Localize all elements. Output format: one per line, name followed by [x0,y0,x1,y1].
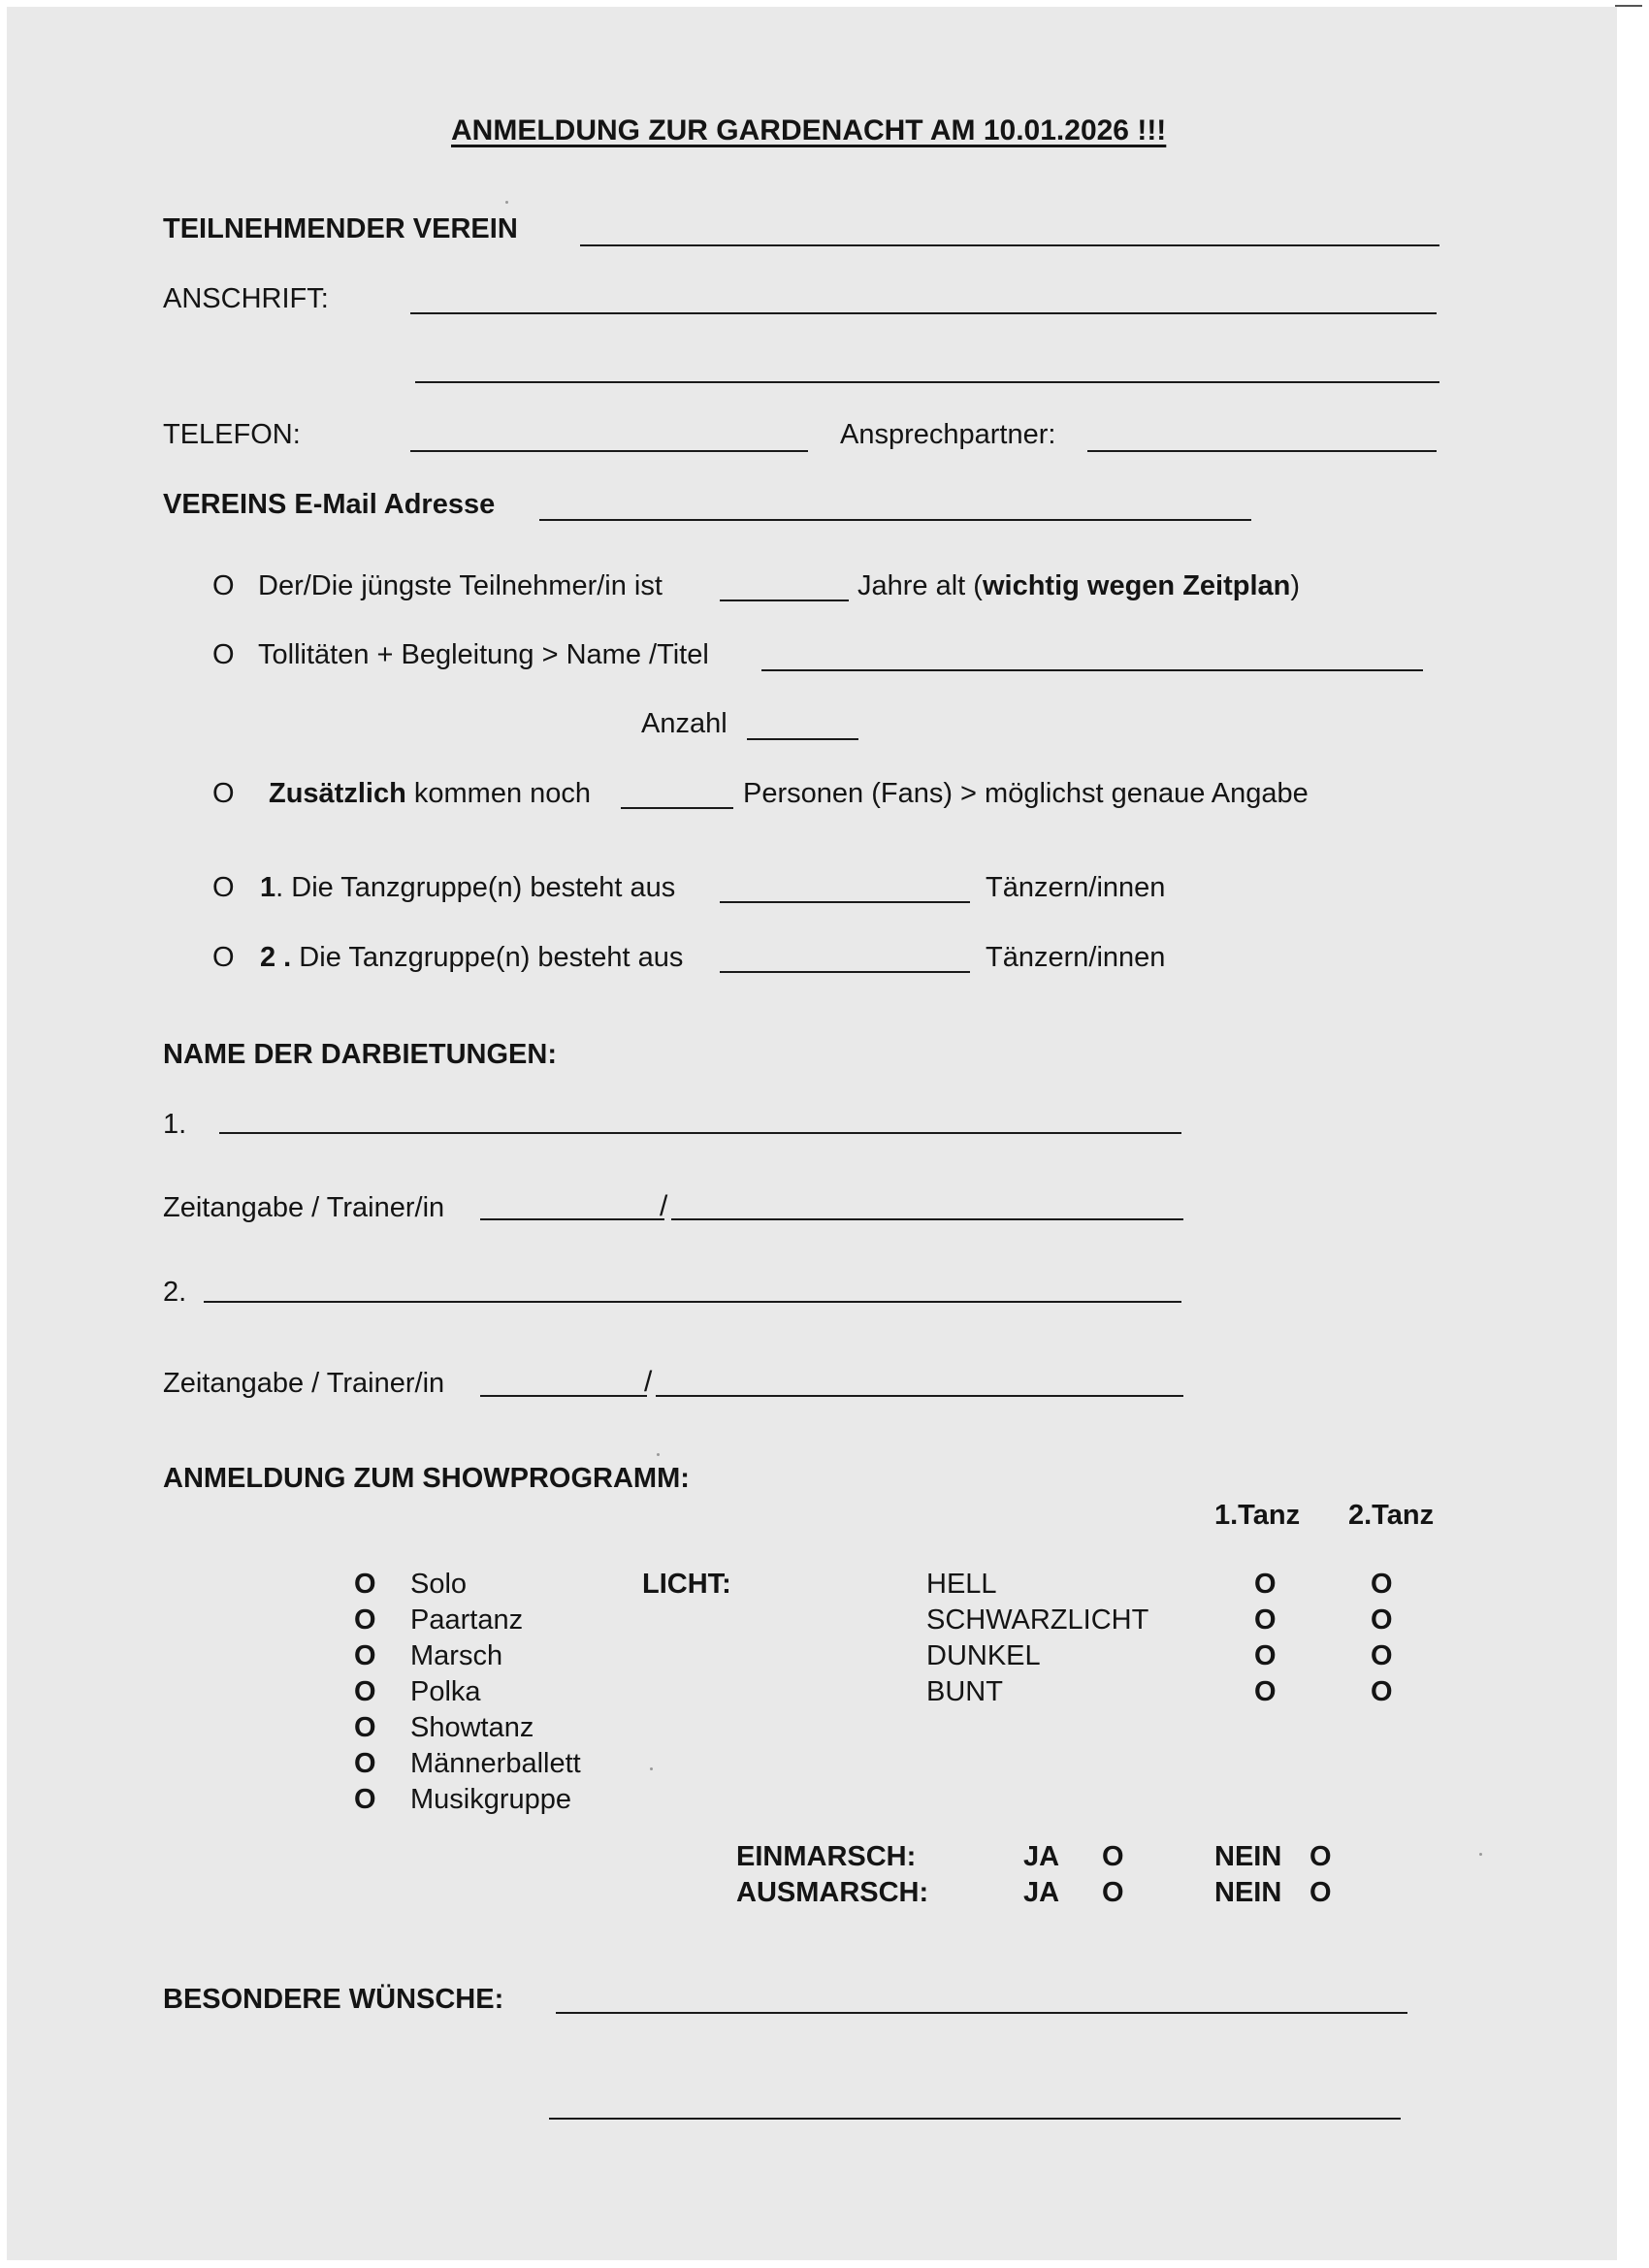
nein-label: NEIN [1214,1841,1282,1872]
nein-checkbox[interactable]: O [1310,1877,1332,1908]
licht-option-label: DUNKEL [926,1640,1041,1671]
group1-text [260,874,675,902]
tollitaeten-checkbox[interactable]: O [212,639,235,670]
licht-tanz-2-checkbox[interactable]: O [1371,1569,1393,1600]
wuensche-input-line-1[interactable] [556,2012,1407,2014]
dance-type-label: Marsch [410,1640,503,1671]
licht-option-label: SCHWARZLICHT [926,1604,1149,1636]
marsch-label: EINMARSCH: [736,1841,917,1872]
darbietung-2-number: 2. [163,1277,187,1308]
licht-tanz-2-checkbox[interactable]: O [1371,1640,1393,1671]
scan-speck [505,201,508,204]
dance-type-checkbox[interactable]: O [354,1569,376,1600]
anzahl-label: Anzahl [641,708,728,739]
fans-before-text: kommen noch [413,778,592,809]
dance-type-label: Männerballett [410,1748,581,1779]
dance-type-checkbox[interactable]: O [354,1676,376,1707]
group1-count-input-line[interactable] [720,901,970,903]
licht-tanz-1-checkbox[interactable]: O [1254,1640,1277,1671]
licht-label: LICHT: [642,1569,731,1600]
document-title: ANMELDUNG ZUR GARDENACHT AM 10.01.2026 !!! [451,114,1167,146]
scan-speck [1479,1853,1482,1856]
ja-checkbox[interactable]: O [1102,1841,1124,1872]
dance-type-label: Showtanz [410,1712,534,1743]
tollitaeten-label: Tollitäten + Begleitung > Name /Titel [258,639,709,670]
anschrift-label: ANSCHRIFT: [163,283,329,314]
group2-checkbox[interactable]: O [212,942,235,973]
group1-after: Tänzern/innen [986,872,1166,903]
youngest-text-after [857,572,1300,600]
ja-label: JA [1023,1877,1060,1908]
ja-checkbox[interactable]: O [1102,1877,1124,1908]
darbietung-2-zeit-input-line[interactable] [480,1395,647,1397]
licht-tanz-1-checkbox[interactable]: O [1254,1676,1277,1707]
fans-after-text: Personen (Fans) > möglichst genaue Angabe [743,778,1309,809]
darbietungen-heading: NAME DER DARBIETUNGEN: [163,1039,557,1070]
youngest-age-input-line[interactable] [720,599,849,601]
dance-type-checkbox[interactable]: O [354,1748,376,1779]
licht-tanz-1-checkbox[interactable]: O [1254,1604,1277,1636]
dance-type-label: Polka [410,1676,481,1707]
dance-type-label: Solo [410,1569,468,1600]
darbietung-2-trainer-input-line[interactable] [656,1395,1183,1397]
wuensche-input-line-2[interactable] [549,2118,1401,2120]
ansprechpartner-label: Ansprechpartner: [840,419,1056,450]
group2-label: Die Tanzgruppe(n) besteht aus [291,942,684,973]
licht-tanz-2-checkbox[interactable]: O [1371,1676,1393,1707]
scan-speck [657,1453,660,1456]
verein-label: TEILNEHMENDER VEREIN [163,213,518,244]
dance-type-checkbox[interactable]: O [354,1604,376,1636]
nein-label: NEIN [1214,1877,1282,1908]
verein-input-line[interactable] [580,244,1439,246]
licht-option-label: HELL [926,1569,997,1600]
licht-tanz-1-checkbox[interactable]: O [1254,1569,1277,1600]
licht-option-label: BUNT [926,1676,1003,1707]
tollitaeten-input-line[interactable] [761,669,1423,671]
darbietung-1-zeit-input-line[interactable] [480,1218,664,1220]
anschrift-input-line-1[interactable] [410,312,1437,314]
nein-checkbox[interactable]: O [1310,1841,1332,1872]
dance-type-checkbox[interactable]: O [354,1640,376,1671]
youngest-after-text: Jahre alt ( [857,570,983,601]
email-input-line[interactable] [539,519,1251,521]
scan-speck [650,1767,653,1770]
youngest-checkbox[interactable]: O [212,570,235,601]
youngest-bold-note: wichtig wegen Zeitplan [982,570,1291,601]
group2-count-input-line[interactable] [720,971,970,973]
darbietung-1-name-input-line[interactable] [219,1132,1181,1134]
dance-type-label: Musikgruppe [410,1784,572,1815]
youngest-text-before: Der/Die jüngste Teilnehmer/in ist [258,570,663,601]
darbietung-1-separator: / [660,1190,668,1222]
ansprechpartner-input-line[interactable] [1087,450,1437,452]
darbietung-2-name-input-line[interactable] [204,1301,1181,1303]
fans-count-input-line[interactable] [621,807,733,809]
email-label: VEREINS E-Mail Adresse [163,489,496,520]
group2-after: Tänzern/innen [986,942,1166,973]
anschrift-input-line-2[interactable] [415,381,1439,383]
group2-text [260,944,683,972]
darbietung-1-number: 1. [163,1109,187,1140]
licht-tanz-2-checkbox[interactable]: O [1371,1604,1393,1636]
marsch-label: AUSMARSCH: [736,1877,929,1908]
dance-type-checkbox[interactable]: O [354,1784,376,1815]
dance-type-label: Paartanz [410,1604,524,1636]
group1-checkbox[interactable]: O [212,872,235,903]
fans-text [269,780,591,808]
dance-type-checkbox[interactable]: O [354,1712,376,1743]
group1-num: 1 [260,872,276,903]
darbietung-2-separator: / [644,1366,653,1398]
telefon-label: TELEFON: [163,419,301,450]
telefon-input-line[interactable] [410,450,808,452]
scan-edge-mark [1615,5,1642,7]
showprogramm-heading: ANMELDUNG ZUM SHOWPROGRAMM: [163,1463,690,1494]
col-header-tanz-1: 1.Tanz [1214,1500,1301,1531]
group1-label: . Die Tanzgruppe(n) besteht aus [275,872,676,903]
darbietung-1-zeit-label: Zeitangabe / Trainer/in [163,1192,445,1223]
fans-checkbox[interactable]: O [212,778,235,809]
col-header-tanz-2: 2.Tanz [1348,1500,1435,1531]
ja-label: JA [1023,1841,1060,1872]
anzahl-input-line[interactable] [747,738,858,740]
darbietung-2-zeit-label: Zeitangabe / Trainer/in [163,1368,445,1399]
wuensche-label: BESONDERE WÜNSCHE: [163,1984,504,2015]
youngest-close-paren: ) [1290,570,1301,601]
darbietung-1-trainer-input-line[interactable] [671,1218,1183,1220]
group2-num: 2 . [260,942,292,973]
fans-bold-word: Zusätzlich [269,778,406,809]
